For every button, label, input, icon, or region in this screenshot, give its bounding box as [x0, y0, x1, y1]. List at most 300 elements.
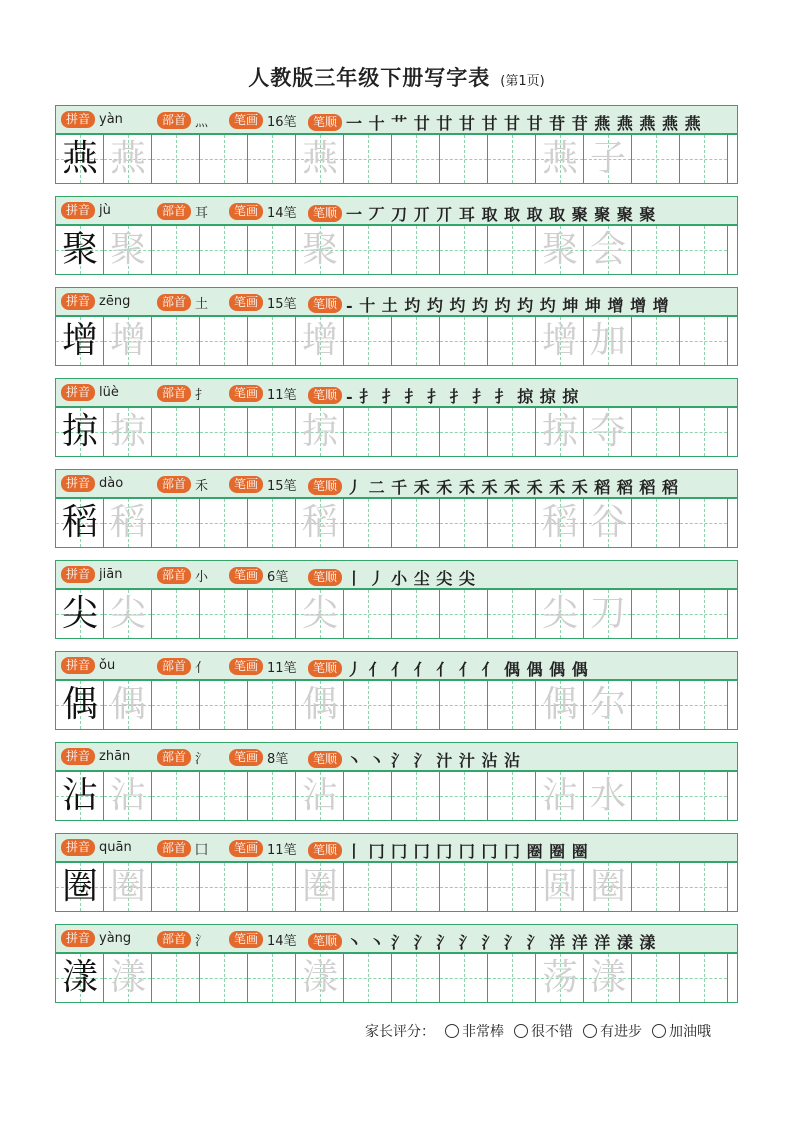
- writing-cell[interactable]: [680, 317, 728, 365]
- writing-cell[interactable]: [152, 499, 200, 547]
- char-row: [55, 560, 738, 639]
- writing-cell[interactable]: [536, 499, 584, 547]
- trace-character: 水: [589, 775, 626, 816]
- writing-cell[interactable]: [200, 135, 248, 183]
- stroke-count-tag: 笔画: [229, 840, 263, 857]
- stroke-count-tag: 笔画: [229, 476, 263, 493]
- writing-cell[interactable]: [152, 681, 200, 729]
- writing-cell[interactable]: [56, 590, 104, 638]
- writing-cell[interactable]: [632, 408, 680, 456]
- radical-value: 耳: [195, 206, 209, 221]
- writing-cell[interactable]: [200, 499, 248, 547]
- writing-cell[interactable]: [440, 681, 488, 729]
- writing-cell[interactable]: [152, 408, 200, 456]
- writing-cell[interactable]: [392, 590, 440, 638]
- stroke-count-tag: 笔画: [229, 931, 263, 948]
- pinyin-value: jiān: [99, 567, 123, 582]
- stroke-count-value: 14笔: [267, 934, 297, 949]
- writing-cell[interactable]: [200, 408, 248, 456]
- writing-cell[interactable]: [104, 681, 152, 729]
- pinyin-tag: 拼音: [61, 566, 95, 583]
- model-character: 圈: [61, 866, 98, 907]
- writing-cell[interactable]: [536, 590, 584, 638]
- radical-value: 土: [195, 297, 209, 312]
- stroke-order-value: - 扌 扌 扌 扌 扌 扌 扌 掠 掠 掠: [346, 387, 579, 406]
- pinyin-value: ǒu: [99, 658, 116, 673]
- trace-character: 漾: [301, 957, 338, 998]
- writing-cell[interactable]: [152, 590, 200, 638]
- pinyin-tag: 拼音: [61, 384, 95, 401]
- writing-cell[interactable]: [488, 590, 536, 638]
- stroke-order-field: [308, 384, 579, 407]
- rating-option: 有进步: [600, 1024, 642, 1040]
- writing-cell[interactable]: [248, 226, 296, 274]
- writing-cell[interactable]: [296, 135, 344, 183]
- radical-field: [157, 293, 208, 312]
- writing-cell[interactable]: [104, 590, 152, 638]
- writing-cell[interactable]: [152, 954, 200, 1002]
- model-character: 燕: [61, 138, 98, 179]
- radical-field: [157, 930, 208, 949]
- trace-character: 掠: [301, 411, 338, 452]
- writing-cell[interactable]: [104, 954, 152, 1002]
- writing-cell[interactable]: [440, 226, 488, 274]
- char-row-header: [55, 742, 738, 771]
- writing-cell[interactable]: [200, 772, 248, 820]
- writing-cell[interactable]: [56, 408, 104, 456]
- radical-tag: 部首: [157, 203, 191, 220]
- writing-cell[interactable]: [680, 590, 728, 638]
- pinyin-value: zhān: [99, 749, 131, 764]
- trace-character: 圈: [109, 866, 146, 907]
- pinyin-value: yàn: [99, 112, 123, 127]
- char-row: [55, 833, 738, 912]
- parent-rating: [365, 1021, 711, 1041]
- stroke-count-value: 11笔: [267, 388, 297, 403]
- trace-character: 漾: [109, 957, 146, 998]
- model-character: 尖: [61, 593, 98, 634]
- writing-cell[interactable]: [248, 499, 296, 547]
- writing-cell[interactable]: [440, 408, 488, 456]
- writing-cell[interactable]: [152, 135, 200, 183]
- trace-character: 尖: [541, 593, 578, 634]
- stroke-count-value: 6笔: [267, 570, 289, 585]
- writing-cell[interactable]: [632, 499, 680, 547]
- writing-cell[interactable]: [632, 317, 680, 365]
- writing-cell[interactable]: [392, 317, 440, 365]
- stroke-count-value: 11笔: [267, 843, 297, 858]
- writing-cell[interactable]: [440, 863, 488, 911]
- writing-cell[interactable]: [536, 681, 584, 729]
- writing-cell[interactable]: [632, 226, 680, 274]
- writing-cell[interactable]: [200, 226, 248, 274]
- writing-grid: [55, 498, 738, 548]
- writing-cell[interactable]: [56, 863, 104, 911]
- model-character: 聚: [61, 229, 98, 270]
- writing-cell[interactable]: [56, 954, 104, 1002]
- writing-cell[interactable]: [56, 317, 104, 365]
- pinyin-tag: 拼音: [61, 475, 95, 492]
- writing-cell[interactable]: [392, 408, 440, 456]
- stroke-count-value: 14笔: [267, 206, 297, 221]
- writing-cell[interactable]: [152, 772, 200, 820]
- writing-cell[interactable]: [488, 954, 536, 1002]
- writing-cell[interactable]: [440, 499, 488, 547]
- writing-grid: [55, 589, 738, 639]
- pinyin-tag: 拼音: [61, 657, 95, 674]
- char-row-header: [55, 560, 738, 589]
- stroke-count-field: [229, 202, 297, 221]
- writing-cell[interactable]: [248, 317, 296, 365]
- stroke-order-value: 丶 丶 氵 氵 汁 汁 沾 沾: [346, 751, 521, 770]
- model-character: 沾: [61, 775, 98, 816]
- char-row-header: [55, 105, 738, 134]
- writing-cell[interactable]: [488, 772, 536, 820]
- trace-character: 尔: [589, 684, 626, 725]
- writing-cell[interactable]: [536, 317, 584, 365]
- writing-cell[interactable]: [584, 499, 632, 547]
- writing-cell[interactable]: [584, 317, 632, 365]
- radical-field: [157, 566, 208, 585]
- writing-cell[interactable]: [536, 863, 584, 911]
- writing-cell[interactable]: [680, 135, 728, 183]
- writing-cell[interactable]: [584, 772, 632, 820]
- stroke-order-field: [308, 293, 669, 316]
- writing-cell[interactable]: [296, 681, 344, 729]
- writing-cell[interactable]: [584, 226, 632, 274]
- pinyin-tag: 拼音: [61, 839, 95, 856]
- writing-cell[interactable]: [680, 408, 728, 456]
- writing-cell[interactable]: [296, 499, 344, 547]
- writing-cell[interactable]: [440, 590, 488, 638]
- stroke-order-field: [308, 566, 475, 589]
- writing-cell[interactable]: [200, 681, 248, 729]
- char-row: [55, 287, 738, 366]
- pinyin-field: [61, 111, 123, 128]
- writing-cell[interactable]: [632, 135, 680, 183]
- char-row: [55, 469, 738, 548]
- writing-cell[interactable]: [440, 772, 488, 820]
- writing-cell[interactable]: [488, 863, 536, 911]
- radical-value: 扌: [195, 388, 209, 403]
- trace-character: 聚: [109, 229, 146, 270]
- writing-cell[interactable]: [344, 499, 392, 547]
- writing-cell[interactable]: [296, 317, 344, 365]
- writing-cell[interactable]: [440, 317, 488, 365]
- stroke-order-tag: 笔顺: [308, 205, 342, 222]
- writing-cell[interactable]: [296, 954, 344, 1002]
- stroke-order-tag: 笔顺: [308, 933, 342, 950]
- writing-grid: [55, 407, 738, 457]
- writing-cell[interactable]: [248, 863, 296, 911]
- stroke-count-field: [229, 930, 297, 949]
- char-row-header: [55, 651, 738, 680]
- trace-character: 聚: [541, 229, 578, 270]
- trace-character: 谷: [589, 502, 626, 543]
- trace-character: 沾: [109, 775, 146, 816]
- writing-cell[interactable]: [680, 863, 728, 911]
- writing-cell[interactable]: [56, 226, 104, 274]
- pinyin-tag: 拼音: [61, 748, 95, 765]
- writing-cell[interactable]: [152, 317, 200, 365]
- stroke-order-value: 一 十 艹 廿 廿 甘 甘 甘 甘 苷 苷 燕 燕 燕 燕 燕: [346, 114, 702, 133]
- trace-character: 增: [109, 320, 146, 361]
- radical-tag: 部首: [157, 294, 191, 311]
- radical-value: 亻: [195, 661, 209, 676]
- writing-cell[interactable]: [392, 863, 440, 911]
- writing-cell[interactable]: [632, 590, 680, 638]
- radical-value: 灬: [195, 115, 209, 130]
- trace-character: 掠: [109, 411, 146, 452]
- writing-cell[interactable]: [584, 954, 632, 1002]
- writing-grid: [55, 225, 738, 275]
- writing-cell[interactable]: [632, 772, 680, 820]
- writing-cell[interactable]: [392, 499, 440, 547]
- stroke-count-value: 8笔: [267, 752, 289, 767]
- char-row-header: [55, 378, 738, 407]
- stroke-order-tag: 笔顺: [308, 296, 342, 313]
- stroke-order-field: [308, 930, 656, 953]
- stroke-count-tag: 笔画: [229, 749, 263, 766]
- writing-cell[interactable]: [632, 954, 680, 1002]
- stroke-count-value: 11笔: [267, 661, 297, 676]
- writing-cell[interactable]: [536, 954, 584, 1002]
- trace-character: 聚: [301, 229, 338, 270]
- stroke-order-tag: 笔顺: [308, 842, 342, 859]
- writing-cell[interactable]: [632, 681, 680, 729]
- trace-character: 加: [589, 320, 626, 361]
- char-row: [55, 378, 738, 457]
- char-row: [55, 196, 738, 275]
- stroke-count-tag: 笔画: [229, 567, 263, 584]
- stroke-count-field: [229, 111, 297, 130]
- trace-character: 圈: [589, 866, 626, 907]
- writing-cell[interactable]: [104, 226, 152, 274]
- writing-cell[interactable]: [584, 863, 632, 911]
- writing-cell[interactable]: [344, 408, 392, 456]
- trace-character: 尖: [301, 593, 338, 634]
- trace-character: 掠: [541, 411, 578, 452]
- writing-cell[interactable]: [392, 772, 440, 820]
- radical-tag: 部首: [157, 931, 191, 948]
- writing-cell[interactable]: [56, 772, 104, 820]
- radical-value: 囗: [195, 843, 209, 858]
- stroke-order-value: 丿 亻 亻 亻 亻 亻 亻 偶 偶 偶 偶: [346, 660, 589, 679]
- writing-grid: [55, 771, 738, 821]
- pinyin-field: [61, 930, 131, 947]
- rating-option: 加油哦: [669, 1024, 711, 1040]
- trace-character: 稻: [541, 502, 578, 543]
- trace-character: 荡: [541, 957, 578, 998]
- writing-cell[interactable]: [152, 863, 200, 911]
- page-title: [0, 62, 793, 92]
- rating-circle-icon[interactable]: [652, 1024, 666, 1038]
- writing-cell[interactable]: [296, 408, 344, 456]
- radical-field: [157, 657, 208, 676]
- pinyin-tag: 拼音: [61, 293, 95, 310]
- trace-character: 燕: [109, 138, 146, 179]
- writing-cell[interactable]: [680, 772, 728, 820]
- writing-cell[interactable]: [104, 772, 152, 820]
- rating-circle-icon[interactable]: [445, 1024, 459, 1038]
- pinyin-value: lüè: [99, 385, 119, 400]
- page-label: (第1页): [500, 74, 545, 89]
- writing-cell[interactable]: [296, 863, 344, 911]
- pinyin-tag: 拼音: [61, 111, 95, 128]
- writing-cell[interactable]: [56, 681, 104, 729]
- trace-character: 偶: [541, 684, 578, 725]
- writing-cell[interactable]: [488, 226, 536, 274]
- stroke-count-field: [229, 748, 288, 767]
- writing-cell[interactable]: [104, 408, 152, 456]
- writing-cell[interactable]: [248, 681, 296, 729]
- stroke-order-tag: 笔顺: [308, 660, 342, 677]
- trace-character: 会: [589, 229, 626, 270]
- writing-cell[interactable]: [200, 590, 248, 638]
- writing-cell[interactable]: [536, 135, 584, 183]
- writing-cell[interactable]: [344, 590, 392, 638]
- writing-cell[interactable]: [248, 408, 296, 456]
- stroke-count-tag: 笔画: [229, 112, 263, 129]
- writing-cell[interactable]: [488, 499, 536, 547]
- radical-field: [157, 748, 208, 767]
- writing-cell[interactable]: [488, 681, 536, 729]
- writing-cell[interactable]: [344, 135, 392, 183]
- writing-cell[interactable]: [200, 863, 248, 911]
- writing-cell[interactable]: [104, 317, 152, 365]
- writing-cell[interactable]: [632, 863, 680, 911]
- stroke-count-tag: 笔画: [229, 385, 263, 402]
- trace-character: 夺: [589, 411, 626, 452]
- stroke-order-value: 丨 丿 小 尘 尖 尖: [346, 569, 476, 588]
- trace-character: 燕: [301, 138, 338, 179]
- pinyin-tag: 拼音: [61, 202, 95, 219]
- writing-cell[interactable]: [200, 317, 248, 365]
- writing-cell[interactable]: [680, 226, 728, 274]
- writing-cell[interactable]: [536, 226, 584, 274]
- stroke-order-value: 一 丆 刀 丌 丌 耳 取 取 取 取 聚 聚 聚 聚: [346, 205, 656, 224]
- writing-cell[interactable]: [488, 408, 536, 456]
- writing-cell[interactable]: [392, 954, 440, 1002]
- rating-circle-icon[interactable]: [514, 1024, 528, 1038]
- char-row-header: [55, 196, 738, 225]
- writing-cell[interactable]: [392, 226, 440, 274]
- stroke-order-field: [308, 475, 679, 498]
- writing-cell[interactable]: [248, 772, 296, 820]
- writing-cell[interactable]: [680, 681, 728, 729]
- writing-cell[interactable]: [104, 863, 152, 911]
- writing-cell[interactable]: [584, 408, 632, 456]
- writing-cell[interactable]: [248, 954, 296, 1002]
- radical-field: [157, 384, 208, 403]
- model-character: 漾: [61, 957, 98, 998]
- writing-cell[interactable]: [488, 135, 536, 183]
- trace-character: 尖: [109, 593, 146, 634]
- writing-cell[interactable]: [200, 954, 248, 1002]
- model-character: 偶: [61, 684, 98, 725]
- writing-cell[interactable]: [56, 499, 104, 547]
- writing-cell[interactable]: [584, 590, 632, 638]
- writing-cell[interactable]: [344, 681, 392, 729]
- writing-cell[interactable]: [584, 681, 632, 729]
- writing-cell[interactable]: [344, 317, 392, 365]
- writing-cell[interactable]: [680, 499, 728, 547]
- writing-cell[interactable]: [488, 317, 536, 365]
- stroke-count-field: [229, 566, 288, 585]
- writing-cell[interactable]: [104, 135, 152, 183]
- writing-grid: [55, 862, 738, 912]
- writing-cell[interactable]: [296, 226, 344, 274]
- rating-label: 家长评分：: [365, 1024, 435, 1040]
- writing-cell[interactable]: [104, 499, 152, 547]
- radical-tag: 部首: [157, 385, 191, 402]
- char-row: [55, 742, 738, 821]
- stroke-order-value: 丨 冂 冂 冂 冂 冂 冂 冂 圈 圈 圈: [346, 842, 589, 861]
- pinyin-value: yàng: [99, 931, 132, 946]
- pinyin-field: [61, 384, 119, 401]
- pinyin-tag: 拼音: [61, 930, 95, 947]
- pinyin-value: quān: [99, 840, 132, 855]
- trace-character: 燕: [541, 138, 578, 179]
- trace-character: 圈: [301, 866, 338, 907]
- writing-grid: [55, 316, 738, 366]
- writing-cell[interactable]: [296, 772, 344, 820]
- trace-character: 圆: [541, 866, 578, 907]
- trace-character: 沾: [541, 775, 578, 816]
- stroke-count-tag: 笔画: [229, 203, 263, 220]
- radical-field: [157, 111, 208, 130]
- writing-grid: [55, 680, 738, 730]
- radical-tag: 部首: [157, 567, 191, 584]
- char-row-header: [55, 469, 738, 498]
- writing-cell[interactable]: [680, 954, 728, 1002]
- writing-cell[interactable]: [344, 954, 392, 1002]
- writing-cell[interactable]: [56, 135, 104, 183]
- char-row: [55, 651, 738, 730]
- writing-cell[interactable]: [536, 772, 584, 820]
- radical-tag: 部首: [157, 476, 191, 493]
- radical-field: [157, 839, 208, 858]
- trace-character: 漾: [589, 957, 626, 998]
- trace-character: 稻: [109, 502, 146, 543]
- writing-cell[interactable]: [392, 135, 440, 183]
- rating-option: 很不错: [531, 1024, 573, 1040]
- writing-cell[interactable]: [152, 226, 200, 274]
- writing-cell[interactable]: [296, 590, 344, 638]
- stroke-count-value: 15笔: [267, 479, 297, 494]
- radical-tag: 部首: [157, 112, 191, 129]
- stroke-count-tag: 笔画: [229, 658, 263, 675]
- radical-value: 氵: [195, 934, 209, 949]
- writing-cell[interactable]: [344, 226, 392, 274]
- writing-cell[interactable]: [248, 135, 296, 183]
- writing-cell[interactable]: [344, 863, 392, 911]
- writing-cell[interactable]: [440, 954, 488, 1002]
- title-text: 人教版三年级下册写字表: [248, 65, 491, 90]
- rating-circle-icon[interactable]: [583, 1024, 597, 1038]
- writing-cell[interactable]: [344, 772, 392, 820]
- writing-cell[interactable]: [440, 135, 488, 183]
- trace-character: 偶: [301, 684, 338, 725]
- model-character: 增: [61, 320, 98, 361]
- stroke-count-field: [229, 384, 297, 403]
- writing-cell[interactable]: [536, 408, 584, 456]
- writing-cell[interactable]: [584, 135, 632, 183]
- writing-cell[interactable]: [248, 590, 296, 638]
- stroke-count-field: [229, 839, 297, 858]
- writing-cell[interactable]: [392, 681, 440, 729]
- char-row-header: [55, 287, 738, 316]
